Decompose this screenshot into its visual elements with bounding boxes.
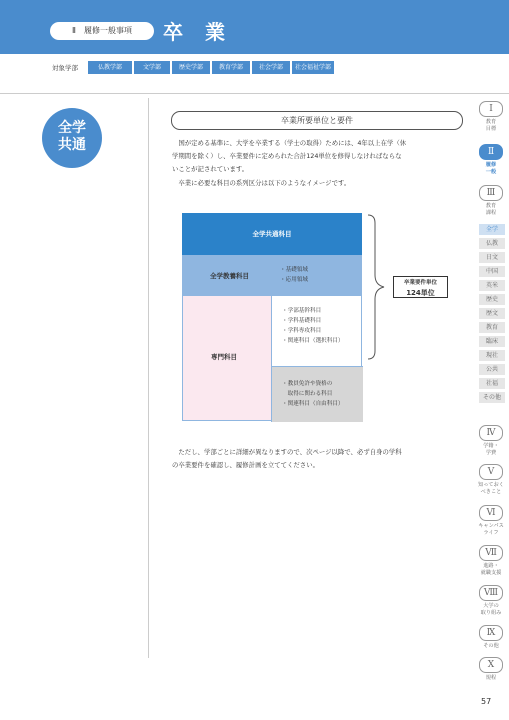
chapter-numeral: Ⅳ bbox=[479, 425, 503, 441]
sidebar-item-label: 規程 bbox=[485, 675, 497, 681]
sidebar-item-label: 進路・ 就職支援 bbox=[480, 563, 502, 576]
common-courses-box: 全学共通科目 bbox=[182, 213, 362, 255]
sidebar-tab-zengaku[interactable]: 全学 bbox=[479, 224, 505, 235]
sidebar-item-chapter2[interactable] bbox=[478, 144, 504, 176]
general-education-box bbox=[182, 255, 362, 295]
major-items bbox=[282, 306, 344, 346]
chapter-label: Ⅱ 履修一般事項 bbox=[50, 22, 154, 40]
paragraph-line: 学期間を除く）し、卒業要件に定められた合計124単位を修得しなければならな bbox=[172, 152, 402, 160]
course-diagram bbox=[182, 213, 362, 421]
sidebar-item-chapter5[interactable] bbox=[478, 464, 504, 496]
major-sub-box-elective bbox=[271, 366, 363, 422]
sidebar-item-label: 学籍・ 学費 bbox=[483, 443, 499, 456]
list-item: 取得に関わる科目 bbox=[282, 391, 333, 397]
sidebar-tab-shafuku[interactable]: 社福 bbox=[479, 378, 505, 389]
major-label-cell bbox=[183, 296, 271, 420]
paragraph-line: ただし、学部ごとに詳細が異なりますので、次ページ以降で、必ず自身の学科 bbox=[172, 448, 402, 456]
chapter-numeral: Ⅰ bbox=[479, 101, 503, 117]
badge-line1: 全学 bbox=[58, 120, 86, 136]
brace-icon bbox=[366, 213, 396, 361]
sidebar-tab-nichibun[interactable]: 日文 bbox=[479, 252, 505, 263]
faculty-tag: 仏教学部 bbox=[88, 61, 132, 74]
header-bar bbox=[0, 0, 509, 54]
divider bbox=[0, 93, 509, 94]
faculty-label: 対象学部 bbox=[52, 64, 78, 72]
chapter-numeral: Ⅵ bbox=[479, 505, 503, 521]
faculty-tag: 社会学部 bbox=[252, 61, 290, 74]
faculty-tag: 教育学部 bbox=[212, 61, 250, 74]
list-item: ・応用領域 bbox=[280, 277, 308, 283]
page-title: 卒業 bbox=[163, 20, 247, 44]
chapter-numeral: Ⅸ bbox=[479, 625, 503, 641]
paragraph-line: 卒業に必要な科目の系列区分は以下のようなイメージです。 bbox=[172, 179, 351, 187]
list-item: ・学科基礎科目 bbox=[282, 318, 322, 324]
general-education-items bbox=[280, 265, 308, 285]
sidebar-tab-kyoiku[interactable]: 教育 bbox=[479, 322, 505, 333]
major-sub-box bbox=[271, 296, 363, 366]
list-item: ・学部基幹科目 bbox=[282, 308, 322, 314]
sidebar-item-chapter3[interactable] bbox=[478, 185, 504, 217]
sidebar-tab-gensha[interactable]: 現社 bbox=[479, 350, 505, 361]
category-badge bbox=[42, 108, 102, 168]
badge-line2: 共通 bbox=[58, 137, 86, 153]
section-title: 卒業所要単位と要件 bbox=[171, 111, 463, 130]
sidebar-tab-sonota[interactable]: その他 bbox=[479, 392, 505, 403]
required-credits-label: 卒業要件単位 bbox=[403, 280, 437, 286]
sidebar-tab-eibei[interactable]: 英米 bbox=[479, 280, 505, 291]
sidebar-item-chapter1[interactable] bbox=[478, 101, 504, 133]
sidebar-item-chapter7[interactable] bbox=[478, 545, 504, 577]
faculty-tag: 歴史学部 bbox=[172, 61, 210, 74]
general-education-label: 全学教養科目 bbox=[210, 272, 249, 280]
list-item: ・基礎領域 bbox=[280, 267, 308, 273]
chapter-numeral: Ⅴ bbox=[479, 464, 503, 480]
sidebar-item-label: その他 bbox=[483, 643, 499, 649]
page-number: 57 bbox=[481, 697, 492, 706]
sidebar-item-chapter8[interactable] bbox=[478, 585, 504, 617]
sidebar-item-chapter9[interactable] bbox=[478, 625, 504, 650]
sidebar-item-label: 教育 課程 bbox=[485, 203, 497, 216]
paragraph-line: 国が定める基準に、大学を卒業する（学士の取得）ためには、4年以上在学（休 bbox=[172, 139, 407, 147]
required-credits-box bbox=[393, 276, 448, 298]
sidebar-item-label: 教育 目標 bbox=[485, 119, 497, 132]
sidebar-item-label: 大学の 取り組み bbox=[480, 603, 502, 616]
sidebar-item-chapter6[interactable] bbox=[478, 505, 504, 537]
sidebar-item-label: 履修 一般 bbox=[485, 162, 497, 175]
sidebar-tab-rekishi[interactable]: 歴史 bbox=[479, 294, 505, 305]
sidebar-tab-kokyo[interactable]: 公共 bbox=[479, 364, 505, 375]
faculty-tag: 社会福祉学部 bbox=[292, 61, 334, 74]
sidebar-tab-bukkyo[interactable]: 仏教 bbox=[479, 238, 505, 249]
sidebar-item-label: キャンパス ライフ bbox=[478, 523, 504, 536]
major-label: 専門科目 bbox=[211, 353, 237, 361]
list-item: ・関連科目（自由科目） bbox=[282, 401, 344, 407]
chapter-numeral: Ⅲ bbox=[479, 185, 503, 201]
faculty-tag: 文学部 bbox=[134, 61, 170, 74]
chapter-numeral: Ⅶ bbox=[479, 545, 503, 561]
chapter-numeral: Ⅹ bbox=[479, 657, 503, 673]
chapter-numeral: Ⅷ bbox=[479, 585, 503, 601]
major-courses-box bbox=[182, 295, 362, 421]
sidebar-tab-rekibun[interactable]: 歴文 bbox=[479, 308, 505, 319]
chapter-numeral: Ⅱ bbox=[479, 144, 503, 160]
column-divider bbox=[148, 98, 149, 658]
sidebar-tab-rinsho[interactable]: 臨床 bbox=[479, 336, 505, 347]
sidebar-tab-chugoku[interactable]: 中国 bbox=[479, 266, 505, 277]
list-item: ・学科専攻科目 bbox=[282, 328, 322, 334]
paragraph-line: の卒業要件を確認し、履修計画を立ててください。 bbox=[172, 461, 319, 469]
paragraph-line: いことが記されています。 bbox=[172, 165, 249, 173]
sidebar-item-label: 知っておく べきこと bbox=[478, 482, 504, 495]
list-item: ・教員免許や資格の bbox=[282, 381, 333, 387]
sidebar-item-chapter4[interactable] bbox=[478, 425, 504, 457]
sidebar-item-chapter10[interactable] bbox=[478, 657, 504, 682]
required-credits-value: 124単位 bbox=[406, 289, 435, 297]
major-items-elective bbox=[282, 379, 344, 409]
list-item: ・関連科目（選択科目） bbox=[282, 338, 344, 344]
